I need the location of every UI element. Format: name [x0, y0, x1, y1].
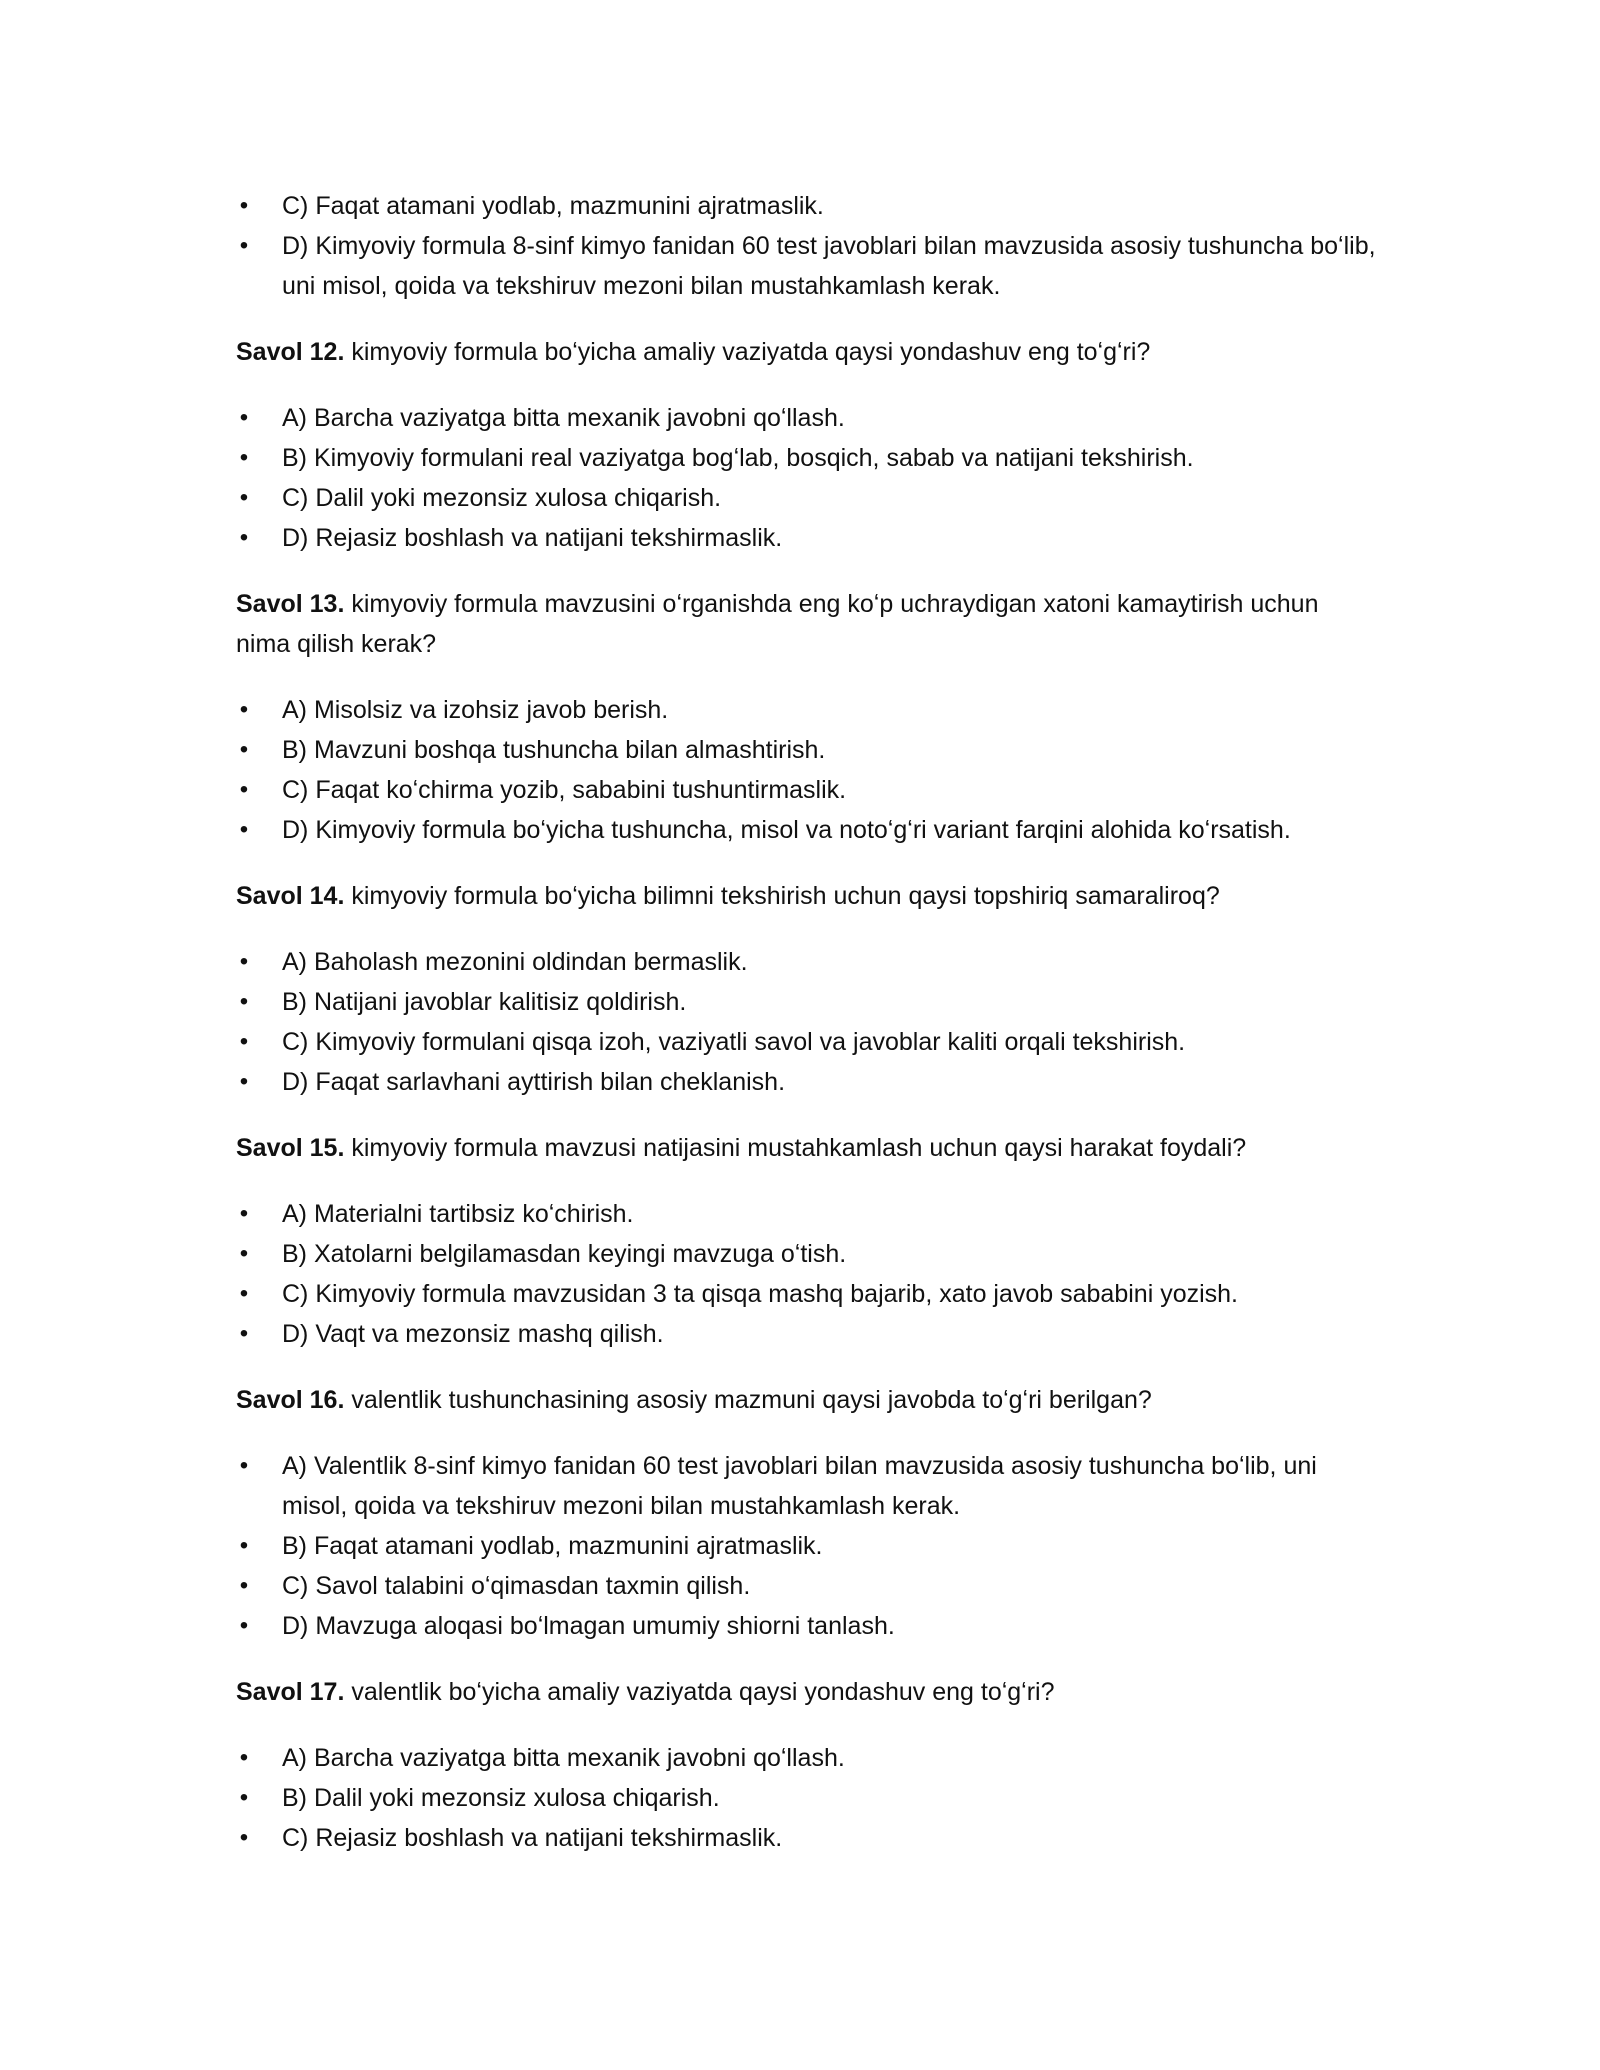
- question-text: kimyoviy formula mavzusi natijasini mustahkamlash uchun qaysi harakat foydali?: [344, 1134, 1247, 1162]
- option-text: A) Misolsiz va izohsiz javob berish.: [282, 696, 669, 724]
- bullet-icon: •: [239, 1612, 249, 1639]
- option-text: A) Barcha vaziyatga bitta mexanik javobni qoʻllash.: [282, 404, 845, 432]
- bullet-icon: •: [239, 232, 249, 259]
- option-item: [236, 770, 1376, 810]
- question-text: kimyoviy formula boʻyicha amaliy vaziyatda qaysi yondashuv eng toʻgʻri?: [344, 338, 1151, 366]
- bullet-icon: •: [239, 776, 249, 803]
- option-text: C) Dalil yoki mezonsiz xulosa chiqarish.: [282, 484, 722, 512]
- option-item: [236, 1738, 1376, 1778]
- option-item: [236, 1234, 1376, 1274]
- bullet-icon: •: [239, 1572, 249, 1599]
- option-list: [236, 942, 1376, 1102]
- option-text: A) Baholash mezonini oldindan bermaslik.: [282, 948, 748, 976]
- option-text: C) Savol talabini oʻqimasdan taxmin qilish.: [282, 1572, 751, 1600]
- bullet-icon: •: [239, 1824, 249, 1851]
- bullet-icon: •: [239, 816, 249, 843]
- question-number: Savol 16.: [236, 1386, 345, 1414]
- question-number: Savol 15.: [236, 1134, 345, 1162]
- question-17: [236, 1672, 1376, 1712]
- bullet-icon: •: [239, 988, 249, 1015]
- option-list: [236, 1738, 1376, 1858]
- option-text: D) Mavzuga aloqasi boʻlmagan umumiy shiorni tanlash.: [282, 1612, 895, 1640]
- option-item: [236, 690, 1376, 730]
- question-15: [236, 1128, 1376, 1168]
- bullet-icon: •: [239, 1532, 249, 1559]
- option-text: A) Materialni tartibsiz koʻchirish.: [282, 1200, 634, 1228]
- bullet-icon: •: [239, 736, 249, 763]
- bullet-icon: •: [239, 524, 249, 551]
- bullet-icon: •: [239, 1784, 249, 1811]
- question-12: [236, 332, 1376, 372]
- question-number: Savol 13.: [236, 590, 345, 618]
- option-item: [236, 1606, 1376, 1646]
- option-text: C) Faqat atamani yodlab, mazmunini ajratmaslik.: [282, 192, 824, 220]
- option-text: A) Barcha vaziyatga bitta mexanik javobni qoʻllash.: [282, 1744, 845, 1772]
- bullet-icon: •: [239, 1452, 249, 1479]
- option-item: [236, 982, 1376, 1022]
- option-item: [236, 1446, 1376, 1526]
- bullet-icon: •: [239, 1320, 249, 1347]
- option-text: C) Kimyoviy formulani qisqa izoh, vaziyatli savol va javoblar kaliti orqali tekshirish.: [282, 1028, 1186, 1056]
- question-text: valentlik boʻyicha amaliy vaziyatda qaysi yondashuv eng toʻgʻri?: [344, 1678, 1055, 1706]
- bullet-icon: •: [239, 484, 249, 511]
- option-text: C) Rejasiz boshlash va natijani tekshirmaslik.: [282, 1824, 783, 1852]
- document-page: [236, 186, 1376, 1858]
- bullet-icon: •: [239, 948, 249, 975]
- bullet-icon: •: [239, 1200, 249, 1227]
- option-item: [236, 1778, 1376, 1818]
- option-item: [236, 942, 1376, 982]
- question-text: kimyoviy formula mavzusini oʻrganishda eng koʻp uchraydigan xatoni kamaytirish uchun nima qilish kerak?: [236, 590, 1319, 658]
- option-text: D) Rejasiz boshlash va natijani tekshirmaslik.: [282, 524, 783, 552]
- bullet-icon: •: [239, 1280, 249, 1307]
- option-item: [236, 438, 1376, 478]
- option-text: B) Mavzuni boshqa tushuncha bilan almashtirish.: [282, 736, 826, 764]
- bullet-icon: •: [239, 696, 249, 723]
- question-number: Savol 14.: [236, 882, 345, 910]
- option-item: [236, 730, 1376, 770]
- option-item: [236, 478, 1376, 518]
- option-list: [236, 690, 1376, 850]
- question-text: kimyoviy formula boʻyicha bilimni tekshirish uchun qaysi topshiriq samaraliroq?: [344, 882, 1220, 910]
- option-item: [236, 1526, 1376, 1566]
- option-item: [236, 1566, 1376, 1606]
- bullet-icon: •: [239, 1240, 249, 1267]
- option-list: [236, 1194, 1376, 1354]
- option-text: C) Kimyoviy formula mavzusidan 3 ta qisqa mashq bajarib, xato javob sababini yozish.: [282, 1280, 1239, 1308]
- option-item: [236, 1062, 1376, 1102]
- option-item: [236, 186, 1376, 226]
- option-list-continued: [236, 186, 1376, 306]
- option-text: C) Faqat koʻchirma yozib, sababini tushuntirmaslik.: [282, 776, 847, 804]
- question-text: valentlik tushunchasining asosiy mazmuni qaysi javobda toʻgʻri berilgan?: [344, 1386, 1152, 1414]
- bullet-icon: •: [239, 444, 249, 471]
- option-item: [236, 518, 1376, 558]
- question-16: [236, 1380, 1376, 1420]
- option-list: [236, 398, 1376, 558]
- option-text: D) Faqat sarlavhani ayttirish bilan cheklanish.: [282, 1068, 786, 1096]
- bullet-icon: •: [239, 192, 249, 219]
- option-item: [236, 1818, 1376, 1858]
- option-item: [236, 1314, 1376, 1354]
- bullet-icon: •: [239, 1028, 249, 1055]
- question-number: Savol 17.: [236, 1678, 345, 1706]
- option-text: B) Xatolarni belgilamasdan keyingi mavzuga oʻtish.: [282, 1240, 847, 1268]
- question-number: Savol 12.: [236, 338, 345, 366]
- option-text: D) Kimyoviy formula 8-sinf kimyo fanidan 60 test javoblari bilan mavzusida asosiy tushuncha boʻlib, uni misol, qoida va tekshiruv mezoni bilan mustahkamlash kerak.: [282, 232, 1376, 300]
- option-text: B) Dalil yoki mezonsiz xulosa chiqarish.: [282, 1784, 720, 1812]
- question-14: [236, 876, 1376, 916]
- option-text: B) Natijani javoblar kalitisiz qoldirish.: [282, 988, 687, 1016]
- option-list: [236, 1446, 1376, 1646]
- bullet-icon: •: [239, 404, 249, 431]
- option-item: [236, 1274, 1376, 1314]
- option-text: D) Vaqt va mezonsiz mashq qilish.: [282, 1320, 664, 1348]
- option-text: B) Kimyoviy formulani real vaziyatga bogʻlab, bosqich, sabab va natijani tekshirish.: [282, 444, 1194, 472]
- bullet-icon: •: [239, 1068, 249, 1095]
- option-text: A) Valentlik 8-sinf kimyo fanidan 60 test javoblari bilan mavzusida asosiy tushuncha boʻlib, uni misol, qoida va tekshiruv mezoni bilan mustahkamlash kerak.: [282, 1452, 1317, 1520]
- question-13: [236, 584, 1376, 664]
- option-item: [236, 810, 1376, 850]
- option-item: [236, 226, 1376, 306]
- option-item: [236, 398, 1376, 438]
- bullet-icon: •: [239, 1744, 249, 1771]
- option-item: [236, 1194, 1376, 1234]
- option-item: [236, 1022, 1376, 1062]
- option-text: D) Kimyoviy formula boʻyicha tushuncha, misol va notoʻgʻri variant farqini alohida koʻrsatish.: [282, 816, 1291, 844]
- option-text: B) Faqat atamani yodlab, mazmunini ajratmaslik.: [282, 1532, 823, 1560]
